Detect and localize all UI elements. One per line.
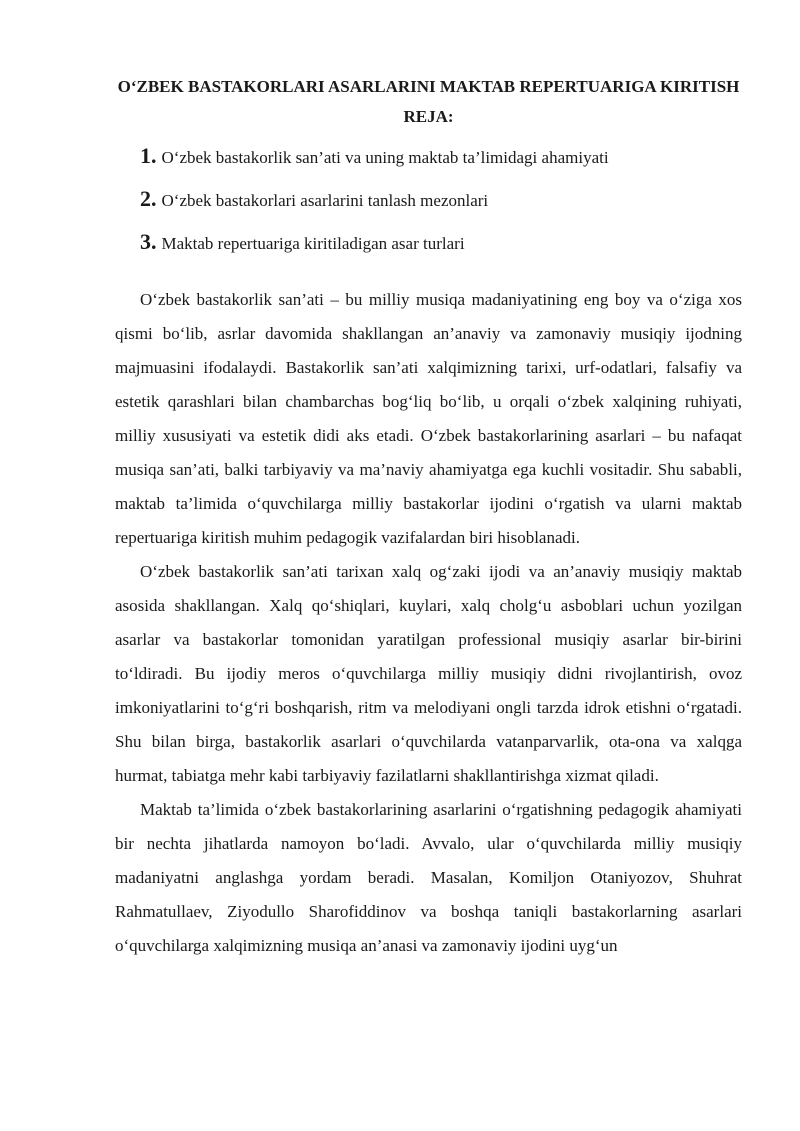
plan-item	[140, 177, 742, 220]
plan-item-number: 3.	[140, 229, 157, 254]
body-paragraph: Maktab ta’limida o‘zbek bastakorlarining asarlarini o‘rgatishning pedagogik ahamiyati bir nechta jihatlarda namoyon bo‘ladi. Avvalo, ular o‘quvchilarda milliy musiqiy madaniyatni anglashga yordam beradi. Masalan, Komiljon Otaniyozov, Shuhrat Rahmatullaev, Ziyodullo Sharofiddinov va boshqa taniqli bastakorlarning asarlari o‘quvchilarga xalqimizning musiqa an’anasi va zamonaviy ijodini uyg‘un	[115, 800, 742, 955]
plan-list	[115, 134, 742, 263]
document-page	[115, 72, 742, 963]
document-body	[115, 283, 742, 963]
plan-heading: REJA:	[403, 107, 454, 126]
plan-item-number: 1.	[140, 143, 157, 168]
plan-item-text: Maktab repertuariga kiritiladigan asar turlari	[161, 234, 465, 253]
plan-item	[140, 220, 742, 263]
body-paragraph: O‘zbek bastakorlik san’ati tarixan xalq og‘zaki ijodi va an’anaviy musiqiy maktab asosida shakllangan. Xalq qo‘shiqlari, kuylari, xalq cholg‘u asboblari uchun yozilgan asarlar va bastakorlar tomonidan yaratilgan professional musiqiy asarlar bir-birini to‘ldiradi. Bu ijodiy meros o‘quvchilarga milliy musiqiy didni rivojlantirish, ovoz imkoniyatlarini to‘g‘ri boshqarish, ritm va melodiyani ongli tarzda idrok etishni o‘rgatadi. Shu bilan birga, bastakorlik asarlari o‘quvchilarda vatanparvarlik, ota-ona va xalqga hurmat, tabiatga mehr kabi tarbiyaviy fazilatlarni shakllantirishga xizmat qiladi.	[115, 562, 742, 785]
plan-item-number: 2.	[140, 186, 157, 211]
document-title: O‘ZBEK BASTAKORLARI ASARLARINI MAKTAB REPERTUARIGA KIRITISH	[117, 77, 740, 96]
plan-item-text: O‘zbek bastakorlari asarlarini tanlash mezonlari	[161, 191, 489, 210]
body-paragraph: O‘zbek bastakorlik san’ati – bu milliy musiqa madaniyatining eng boy va o‘ziga xos qismi bo‘lib, asrlar davomida shakllangan an’anaviy va zamonaviy musiqiy ijodning majmuasini ifodalaydi. Bastakorlik san’ati xalqimizning tarixi, urf-odatlari, falsafiy va estetik qarashlari bilan chambarchas bog‘liq bo‘lib, u orqali o‘zbek xalqining ruhiyati, milliy xususiyati va estetik didi aks etadi. O‘zbek bastakorlarining asarlari – bu nafaqat musiqa san’ati, balki tarbiyaviy va ma’naviy ahamiyatga ega kuchli vositadir. Shu sababli, maktab ta’limida o‘quvchilarga milliy bastakorlar ijodini o‘rgatish va ularni maktab repertuariga kiritish muhim pedagogik vazifalardan biri hisoblanadi.	[115, 290, 742, 547]
plan-item-text: O‘zbek bastakorlik san’ati va uning maktab ta’limidagi ahamiyati	[161, 148, 609, 167]
plan-item	[140, 134, 742, 177]
